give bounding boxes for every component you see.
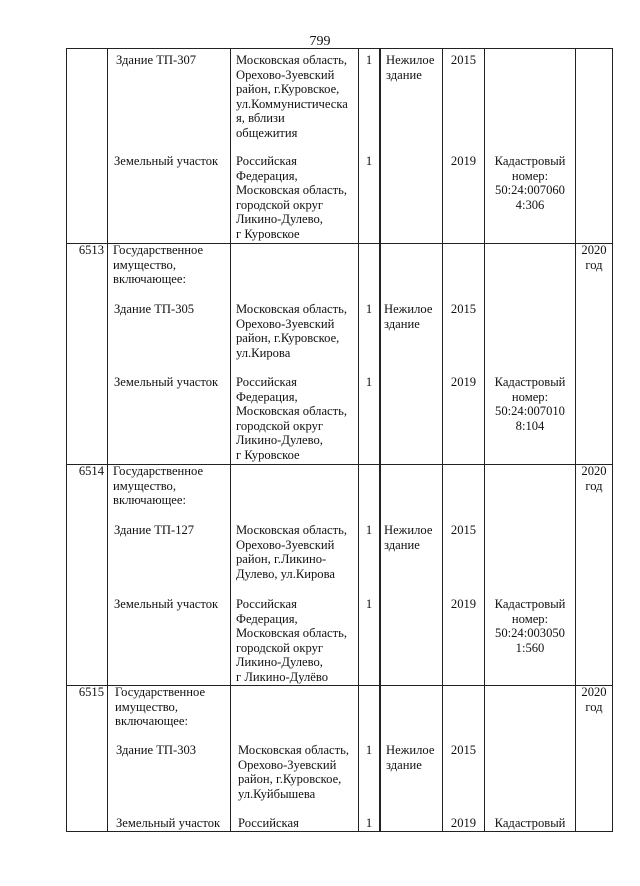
item-cadastral-number: Кадастровый номер: 50:24:007060 4:306: [494, 154, 566, 212]
item-address: Московская область, Орехово-Зуевский район, г.Куровское, ул.Куйбышева: [238, 743, 350, 801]
item-type: Нежилое здание: [386, 743, 435, 772]
item-address: Московская область, Орехово-Зуевский район, г.Куровское, ул.Кирова: [236, 302, 348, 360]
row-line-top: [66, 48, 613, 49]
col-line-num: [107, 48, 108, 832]
entry-description: Государственное имущество, включающее:: [113, 243, 204, 287]
item-year: 2019: [450, 375, 477, 389]
entry-date: 2020 год: [581, 243, 607, 272]
item-name: Здание ТП-307: [116, 53, 197, 67]
entry-date: 2020 год: [581, 464, 607, 493]
entry-number: 6515: [78, 685, 104, 699]
item-address: Московская область, Орехово-Зуевский район, г.Ликино- Дулево, ул.Кирова: [236, 523, 348, 581]
item-cadastral-number: Кадастровый: [494, 816, 566, 830]
item-address: Российская Федерация, Московская область, городской округ Ликино-Дулево, г Куровское: [236, 375, 348, 462]
item-address: Российская: [238, 816, 299, 830]
entry-description: Государственное имущество, включающее:: [113, 464, 204, 508]
item-type: Нежилое здание: [384, 302, 433, 331]
item-quantity: 1: [365, 302, 373, 316]
item-quantity: 1: [365, 597, 373, 611]
col-line-left: [66, 48, 67, 832]
item-year: 2019: [450, 816, 477, 830]
item-name: Земельный участок: [116, 816, 221, 830]
entry-date: 2020 год: [581, 685, 607, 714]
item-year: 2015: [450, 302, 477, 316]
item-address: Российская Федерация, Московская область, городской округ Ликино-Дулево, г Ликино-Дулёво: [236, 597, 348, 684]
item-type: Нежилое здание: [386, 53, 435, 82]
item-quantity: 1: [365, 154, 373, 168]
item-cadastral-number: Кадастровый номер: 50:24:007010 8:104: [494, 375, 566, 433]
item-quantity: 1: [365, 816, 373, 830]
item-year: 2015: [450, 523, 477, 537]
item-name: Земельный участок: [114, 597, 219, 611]
item-address: Московская область, Орехово-Зуевский район, г.Куровское, ул.Коммунистическа я, вблизи общежития: [236, 53, 348, 140]
item-year: 2015: [450, 53, 477, 67]
item-cadastral-number: Кадастровый номер: 50:24:003050 1:560: [494, 597, 566, 655]
col-line-qty: [379, 48, 381, 832]
item-name: Здание ТП-127: [114, 523, 195, 537]
item-name: Здание ТП-303: [116, 743, 197, 757]
item-year: 2019: [450, 597, 477, 611]
item-year: 2019: [450, 154, 477, 168]
entry-description: Государственное имущество, включающее:: [115, 685, 206, 729]
item-quantity: 1: [365, 743, 373, 757]
property-table: [66, 48, 613, 832]
item-type: Нежилое здание: [384, 523, 433, 552]
item-quantity: 1: [365, 375, 373, 389]
page-number: 799: [309, 34, 331, 49]
entry-number: 6514: [78, 464, 104, 478]
item-quantity: 1: [365, 523, 373, 537]
item-name: Здание ТП-305: [114, 302, 195, 316]
item-name: Земельный участок: [114, 375, 219, 389]
item-year: 2015: [450, 743, 477, 757]
item-quantity: 1: [365, 53, 373, 67]
item-address: Российская Федерация, Московская область, городской округ Ликино-Дулево, г Куровское: [236, 154, 348, 241]
entry-number: 6513: [78, 243, 104, 257]
col-line-right: [612, 48, 613, 832]
col-line-name: [230, 48, 231, 832]
col-line-cadastral: [575, 48, 576, 832]
item-name: Земельный участок: [114, 154, 219, 168]
row-line-bottom: [66, 831, 613, 832]
